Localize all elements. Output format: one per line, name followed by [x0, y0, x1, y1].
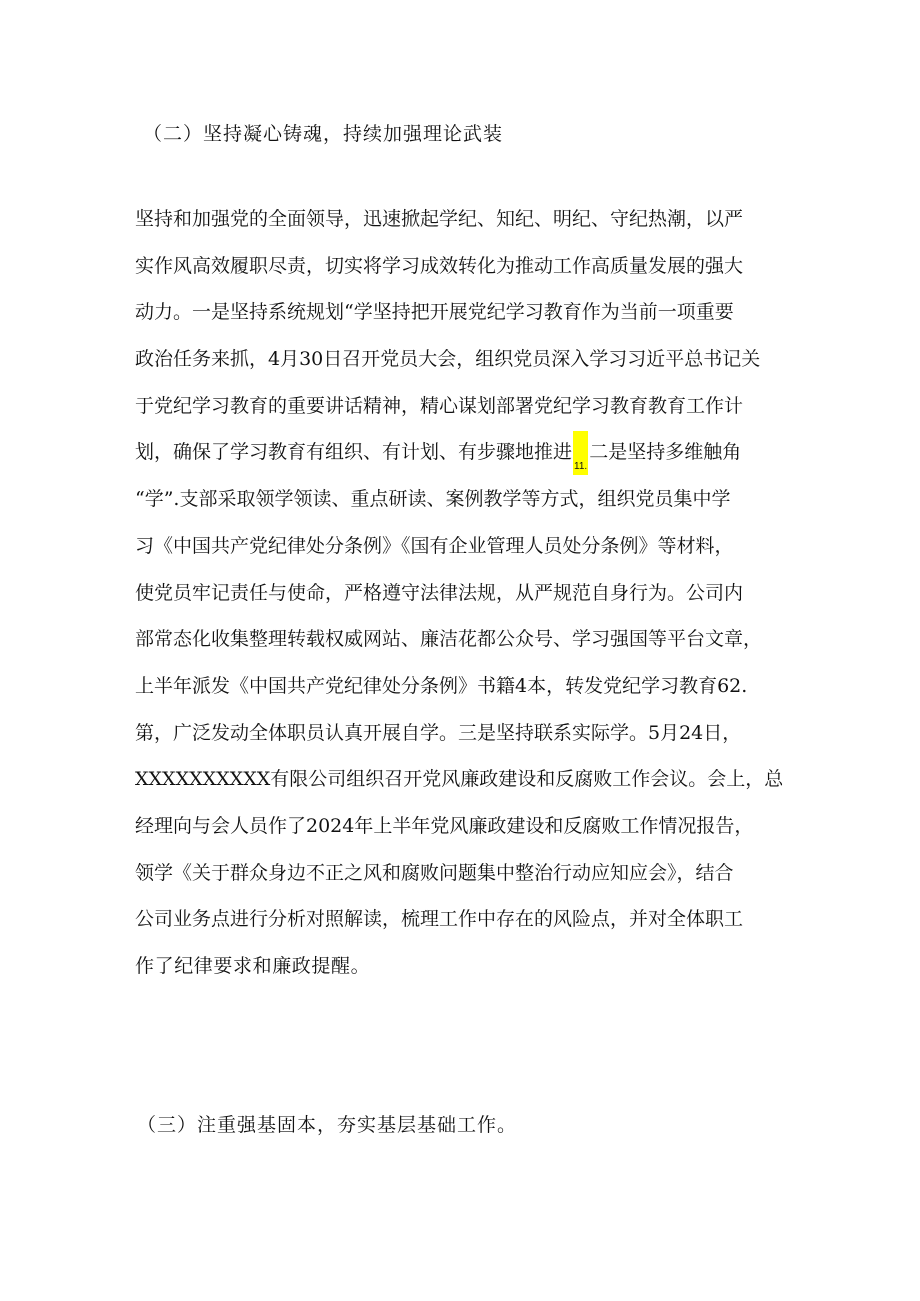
paragraph-line-16: 公司业务点进行分析对照解读，梳理工作中存在的风险点，并对全体职工	[135, 908, 744, 931]
paragraph-line-6-text: 划，确保了学习教育有组织、有计划、有步骤地推进	[135, 441, 573, 464]
paragraph-line-11: 上半年派发《中国共产党纪律处分条例》书籍4本，转发党纪学习教育62.	[135, 674, 748, 697]
paragraph-line-6	[135, 429, 795, 476]
paragraph-line-12: 第，广泛发动全体职员认真开展自学。三是坚持联系实际学。5月24日，	[135, 721, 742, 744]
paragraph-line-9: 使党员牢记责任与使命，严格遵守法律法规，从严规范自身行为。公司内	[135, 581, 744, 604]
paragraph-line-7: “学”.支部采取领学领读、重点研读、案例教学等方式，组织党员集中学	[135, 488, 731, 511]
paragraph-line-10: 部常态化收集整理转载权威网站、廉洁花都公众号、学习强国等平台文章，	[135, 628, 763, 651]
paragraph-line-2: 实作风高效履职尽责，切实将学习成效转化为推动工作高质量发展的强大	[135, 254, 744, 277]
paragraph-line-4: 政治任务来抓，4月30日召开党员大会，组织党员深入学习习近平总书记关	[135, 348, 761, 371]
paragraph-line-14: 经理向与会人员作了2024年上半年党风廉政建设和反腐败工作情况报告，	[135, 814, 754, 837]
section-heading-2: （二）坚持凝心铸魂，持续加强理论武装	[143, 123, 504, 145]
paragraph-line-1: 坚持和加强党的全面领导，迅速掀起学纪、知纪、明纪、守纪热潮，以严	[135, 208, 744, 230]
highlighted-footnote-mark: 11.	[573, 431, 588, 475]
paragraph-line-15: 领学《关于群众身边不正之风和腐败问题集中整治行动应知应会》，结合	[135, 861, 734, 884]
paragraph-line-5: 于党纪学习教育的重要讲话精神，精心谋划部署党纪学习教育教育工作计	[135, 394, 744, 417]
section-heading-3: （三）注重强基固本，夯实基层基础工作。	[137, 1114, 518, 1136]
body-paragraph	[135, 196, 795, 990]
paragraph-line-13: XXXXXXXXXX有限公司组织召开党风廉政建设和反腐败工作会议。会上，总	[135, 768, 784, 791]
paragraph-line-3: 动力。一是坚持系统规划“学坚持把开展党纪学习教育作为当前一项重要	[135, 301, 734, 324]
paragraph-line-6-tail: 二是坚持多维触角	[589, 441, 742, 464]
paragraph-line-8: 习《中国共产党纪律处分条例》《国有企业管理人员处分条例》等材料，	[135, 534, 734, 557]
paragraph-line-17: 作了纪律要求和廉政提醒。	[135, 955, 371, 977]
